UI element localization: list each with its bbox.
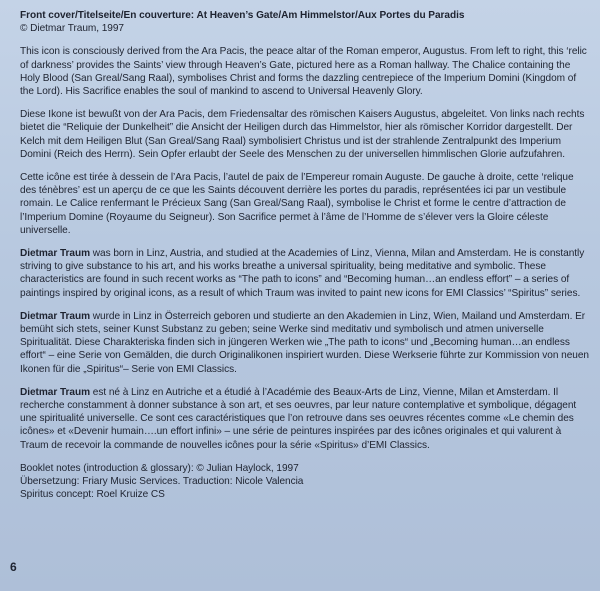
icon-description-english: This icon is consciously derived from the Ara Pacis, the peace altar of the Roman emperor, Augustus. From left to right, this ‘relic of darkness’ provides the Saints’ view through Heaven’s Gate, pictured here as a Roman hallway. The Chalice containing the Holy Blood (San Greal/Sang Raal), symbolises Christ and forms the dazzling centrepiece of the Imperium Domini (Kingdom of the Lord). His Sacrifice enables the soul of mankind to ascend to Universal Heavenly Glory. [20,46,587,98]
booklet-text-column [20,9,590,502]
cover-title: Front cover/Titelseite/En couverture: At Heaven’s Gate/Am Himmelstor/Aux Portes du Paradis [20,10,465,21]
artist-name: Dietmar Traum [20,248,91,260]
concept-credit: Spiritus concept: Roel Kruize CS [20,489,165,501]
icon-description-german: Diese Ikone ist bewußt von der Ara Pacis, dem Friedensaltar des römischen Kaisers Augustus, abgeleitet. Von links nach rechts bietet die “Reliquie der Dunkelheit” die Ansicht der Heiligen durch das Himmelstor, hier als römischer Korridor dargestellt. Der Kelch mit dem Heiligen Blut (San Greal/Sang Raal) symbolisiert Christus und ist der strahlende Zentralpunkt des Imperium Domini (Reich des Herrn). Sein Opfer erlaubt der Seele des Menschen zu der universellen himmlischen Glorie aufzufahren. [20,109,585,160]
biography-french [20,386,590,452]
biography-text: wurde in Linz in Österreich geboren und studierte an den Akademien in Linz, Wien, Mailand und Amsterdam. Er bemüht sich stets, seiner Kunst Substanz zu geben; seine Werke sind meditativ und symbolisch und atmen universelle Spiritualität. Diese Charakteriska finden sich in jüngeren Werken wie „The path to icons“ und „Becoming human…an endless effort“ – eine Serie von Gemälden, die durch Originalikonen inspiriert wurden. Diese Werkserie führte zur Kommission von neuen Ikonen für die „Spiritus“– Serie von EMI Classics. [20,310,589,375]
biography-text: est né à Linz en Autriche et a étudié à l’Académie des Beaux-Arts de Linz, Vienne, Milan et Amsterdam. Il recherche constamment à donner substance à son art, et ses oeuvres, par leur nature contemplative et symbolique, dégagent une spiritualité universelle. Ce sont ces caractéristiques que l’on retrouve dans ses oeuvres récentes comme «Le chemin des icônes» et «Devenir humain….un effort infini» – une série de peintures inspirées par des icônes originales et qui valurent à Traum de recevoir la commande de nouvelles icônes pour la série «Spiritus» d’EMI Classics. [20,386,577,451]
translation-credit: Übersetzung: Friary Music Services. Traduction: Nicole Valencia [20,476,304,488]
credits-block [20,462,590,502]
page-number: 6 [10,560,17,574]
booklet-notes-credit: Booklet notes (introduction & glossary): © Julian Haylock, 1997 [20,462,299,474]
biography-english [20,247,590,300]
cover-copyright: © Dietmar Traum, 1997 [20,23,124,35]
biography-german [20,310,590,376]
biography-text: was born in Linz, Austria, and studied at the Academies of Linz, Vienna, Milan and Amsterdam. He is constantly striving to give substance to his art, and his works breathe a universal spirituality, being meditative and symbolic. These characteristics are found in such recent works as “The path to icons” and “Becoming human…an endless effort” – a series of paintings inspired by original icons, as a result of which Traum was invited to paint new icons for EMI Classics’ “Spiritus” series. [20,248,585,299]
artist-name: Dietmar Traum [20,310,91,322]
icon-description-french: Cette icône est tirée à dessein de l’Ara Pacis, l’autel de paix de l’Empereur romain Auguste. De gauche à droite, cette ‘relique des ténèbres’ est un aperçu de ce que les Saints découvent derrière les portes du paradis, représentées ici par un vestibule romain. Le Calice renfermant le Précieux Sang (San Greal/Sang Raal), symbolise le Christ et forme le centre d’attraction de l’Imperium Domine (Royaume du Seigneur). Son Sacrifice permet à l’âme de l’Homme de s’élever vers la Gloire céleste universelle. [20,172,574,236]
artist-name: Dietmar Traum [20,386,91,398]
